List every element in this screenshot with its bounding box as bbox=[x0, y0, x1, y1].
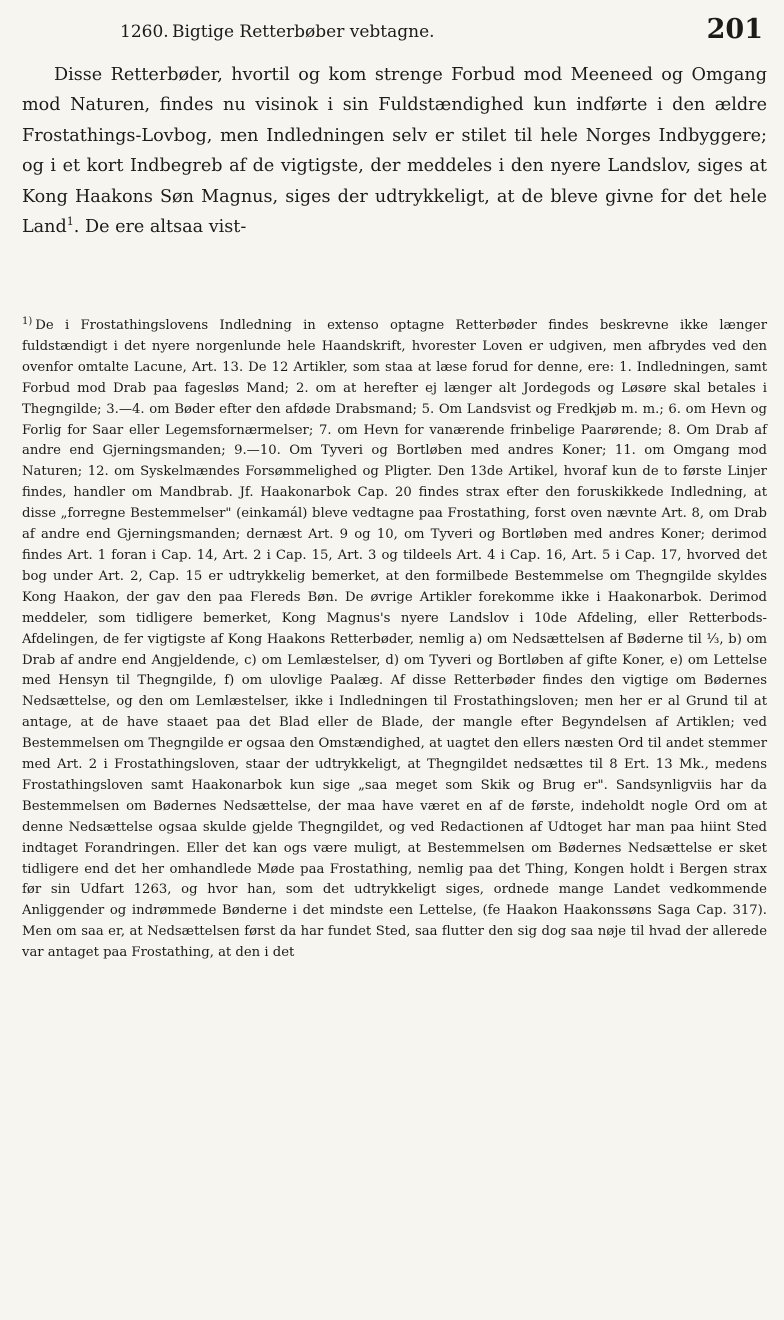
footnote-reference: 1 bbox=[66, 215, 74, 229]
main-text: Disse Retterbøder, hvortil og kom strenge Forbud mod Meeneed og Omgang mod Naturen, findes nu visinok i sin Fuldstændighed kun indførte i den ældre Frostathings-Lovbog, men Indledningen selv er stilet til hele Norges Indbyggere; og i et kort Indbegreb af de vigtigste, der meddeles i den nyere Landslov, siges at Kong Haakons Søn Magnus, siges der udtrykkeligt, at de bleve givne for det hele Land bbox=[22, 65, 767, 238]
footnote bbox=[22, 316, 767, 964]
running-title: Bigtige Retterbøber vebtagne. bbox=[172, 22, 435, 42]
footnote-marker: 1) bbox=[22, 315, 33, 327]
main-text-end: . De ere altsaa vist- bbox=[73, 217, 247, 238]
book-page bbox=[22, 10, 767, 1305]
main-paragraph bbox=[22, 60, 767, 242]
header-year: 1260. bbox=[120, 22, 169, 42]
page-number: 201 bbox=[706, 14, 763, 45]
footnote-text: De i Frostathingslovens Indledning in extenso optagne Retterbøder findes beskrevne ikke længer fuldstændigt i det nyere norgenlunde hele Haandskrift, hvorester Loven er udgiven, men afbrydes ved den ovenfor omtalte Lacune, Art. 13. De 12 Artikler, som staa at læse forud for denne, ere: 1. Indledningen, samt Forbud mod Drab paa fagesløs Mand; 2. om at herefter ej længer alt Jordegods og Løsøre skal betales i Thegngilde; 3.—4. om Bøder efter den afdøde Drabsmand; 5. Om Landsvist og Fredkjøb m. m.; 6. om Hevn og Forlig for Saar eller Legemsfornærmelser; 7. om Hevn for vanærende frinbelige Paarørende; 8. Om Drab af andre end Gjerningsmanden; 9.—10. Om Tyveri og Bortløben med andres Koner; 11. om Omgang mod Naturen; 12. om Syskelmændes Forsømmelighed og Pligter. Den 13de Artikel, hvoraf kun de to første Linjer findes, handler om Mandbrab. Jf. Haakonarbok Cap. 20 findes strax efter den foruskikkede Indledning, at disse „forregne Bestemmelser" (einkamál) bleve vedtagne paa Frostathing, forst oven nævnte Art. 8, om Drab af andre end Gjerningsmanden; dernæst Art. 9 og 10, om Tyveri og Bortløben med andres Koner; derimod findes Art. 1 foran i Cap. 14, Art. 2 i Cap. 15, Art. 3 og tildeels Art. 4 i Cap. 16, Art. 5 i Cap. 17, hvorved det bog under Art. 2, Cap. 15 er udtrykkelig bemerket, at den formilbede Bestemmelse om Thegngilde skyldes Kong Haakon, der gav den paa Flereds Bøn. De øvrige Artikler forekomme ikke i Haakonarbok. Derimod meddeler, som tidligere bemerket, Kong Magnus's nyere Landslov i 10de Afdeling, eller Retterbods-Afdelingen, de fer vigtigste af Kong Haakons Retterbøder, nemlig a) om Nedsættelsen af Bøderne til ⅓, b) om Drab af andre end Angjeldende, c) om Lemlæstelser, d) om Tyveri og Bortløben af gifte Koner, e) om Lettelse med Hensyn til Thegngilde, f) om ulovlige Paalæg. Af disse Retterbøder findes den vigtige om Bødernes Nedsættelse, og den om Lemlæstelser, ikke i Indledningen til Frostathingsloven; men her er al Grund til at antage, at de have staaet paa det Blad eller de Blade, der mangle efter Begyndelsen af Artiklen; ved Bestemmelsen om Thegngilde er ogsaa den Omstændighed, at uagtet den ellers næsten Ord til andet stemmer med Art. 2 i Frostathingsloven, staar der udtrykkeligt, at Thegngildet nedsættes til 8 Ert. 13 Mk., medens Frostathingsloven samt Haakonarbok kun sige „saa meget som Skik og Brug er". Sandsynligviis har da Bestemmelsen om Bødernes Nedsættelse, der maa have været en af de første, indeholdt nogle Ord om at denne Nedsættelse ogsaa skulde gjelde Thegngildet, og ved Redactionen af Udtoget har man paa hiint Sted indtaget Forandringen. Eller det kan ogs være muligt, at Bestemmelsen om Bødernes Nedsættelse er sket tidligere end det her omhandlede Møde paa Frostathing, nemlig paa det Thing, Kongen holdt i Bergen strax før sin Udfart 1263, og hvor han, som det udtrykkeligt siges, ordnede mange Landet vedkommende Anliggender og indrømmede Bønderne i det mindste een Lettelse, (fe Haakon Haakonssøns Saga Cap. 317). Men om saa er, at Nedsættelsen først da har fundet Sted, saa flutter den sig dog saa nøje til hvad der allerede var antaget paa Frostathing, at den i det bbox=[22, 318, 767, 961]
page-header bbox=[22, 10, 767, 54]
